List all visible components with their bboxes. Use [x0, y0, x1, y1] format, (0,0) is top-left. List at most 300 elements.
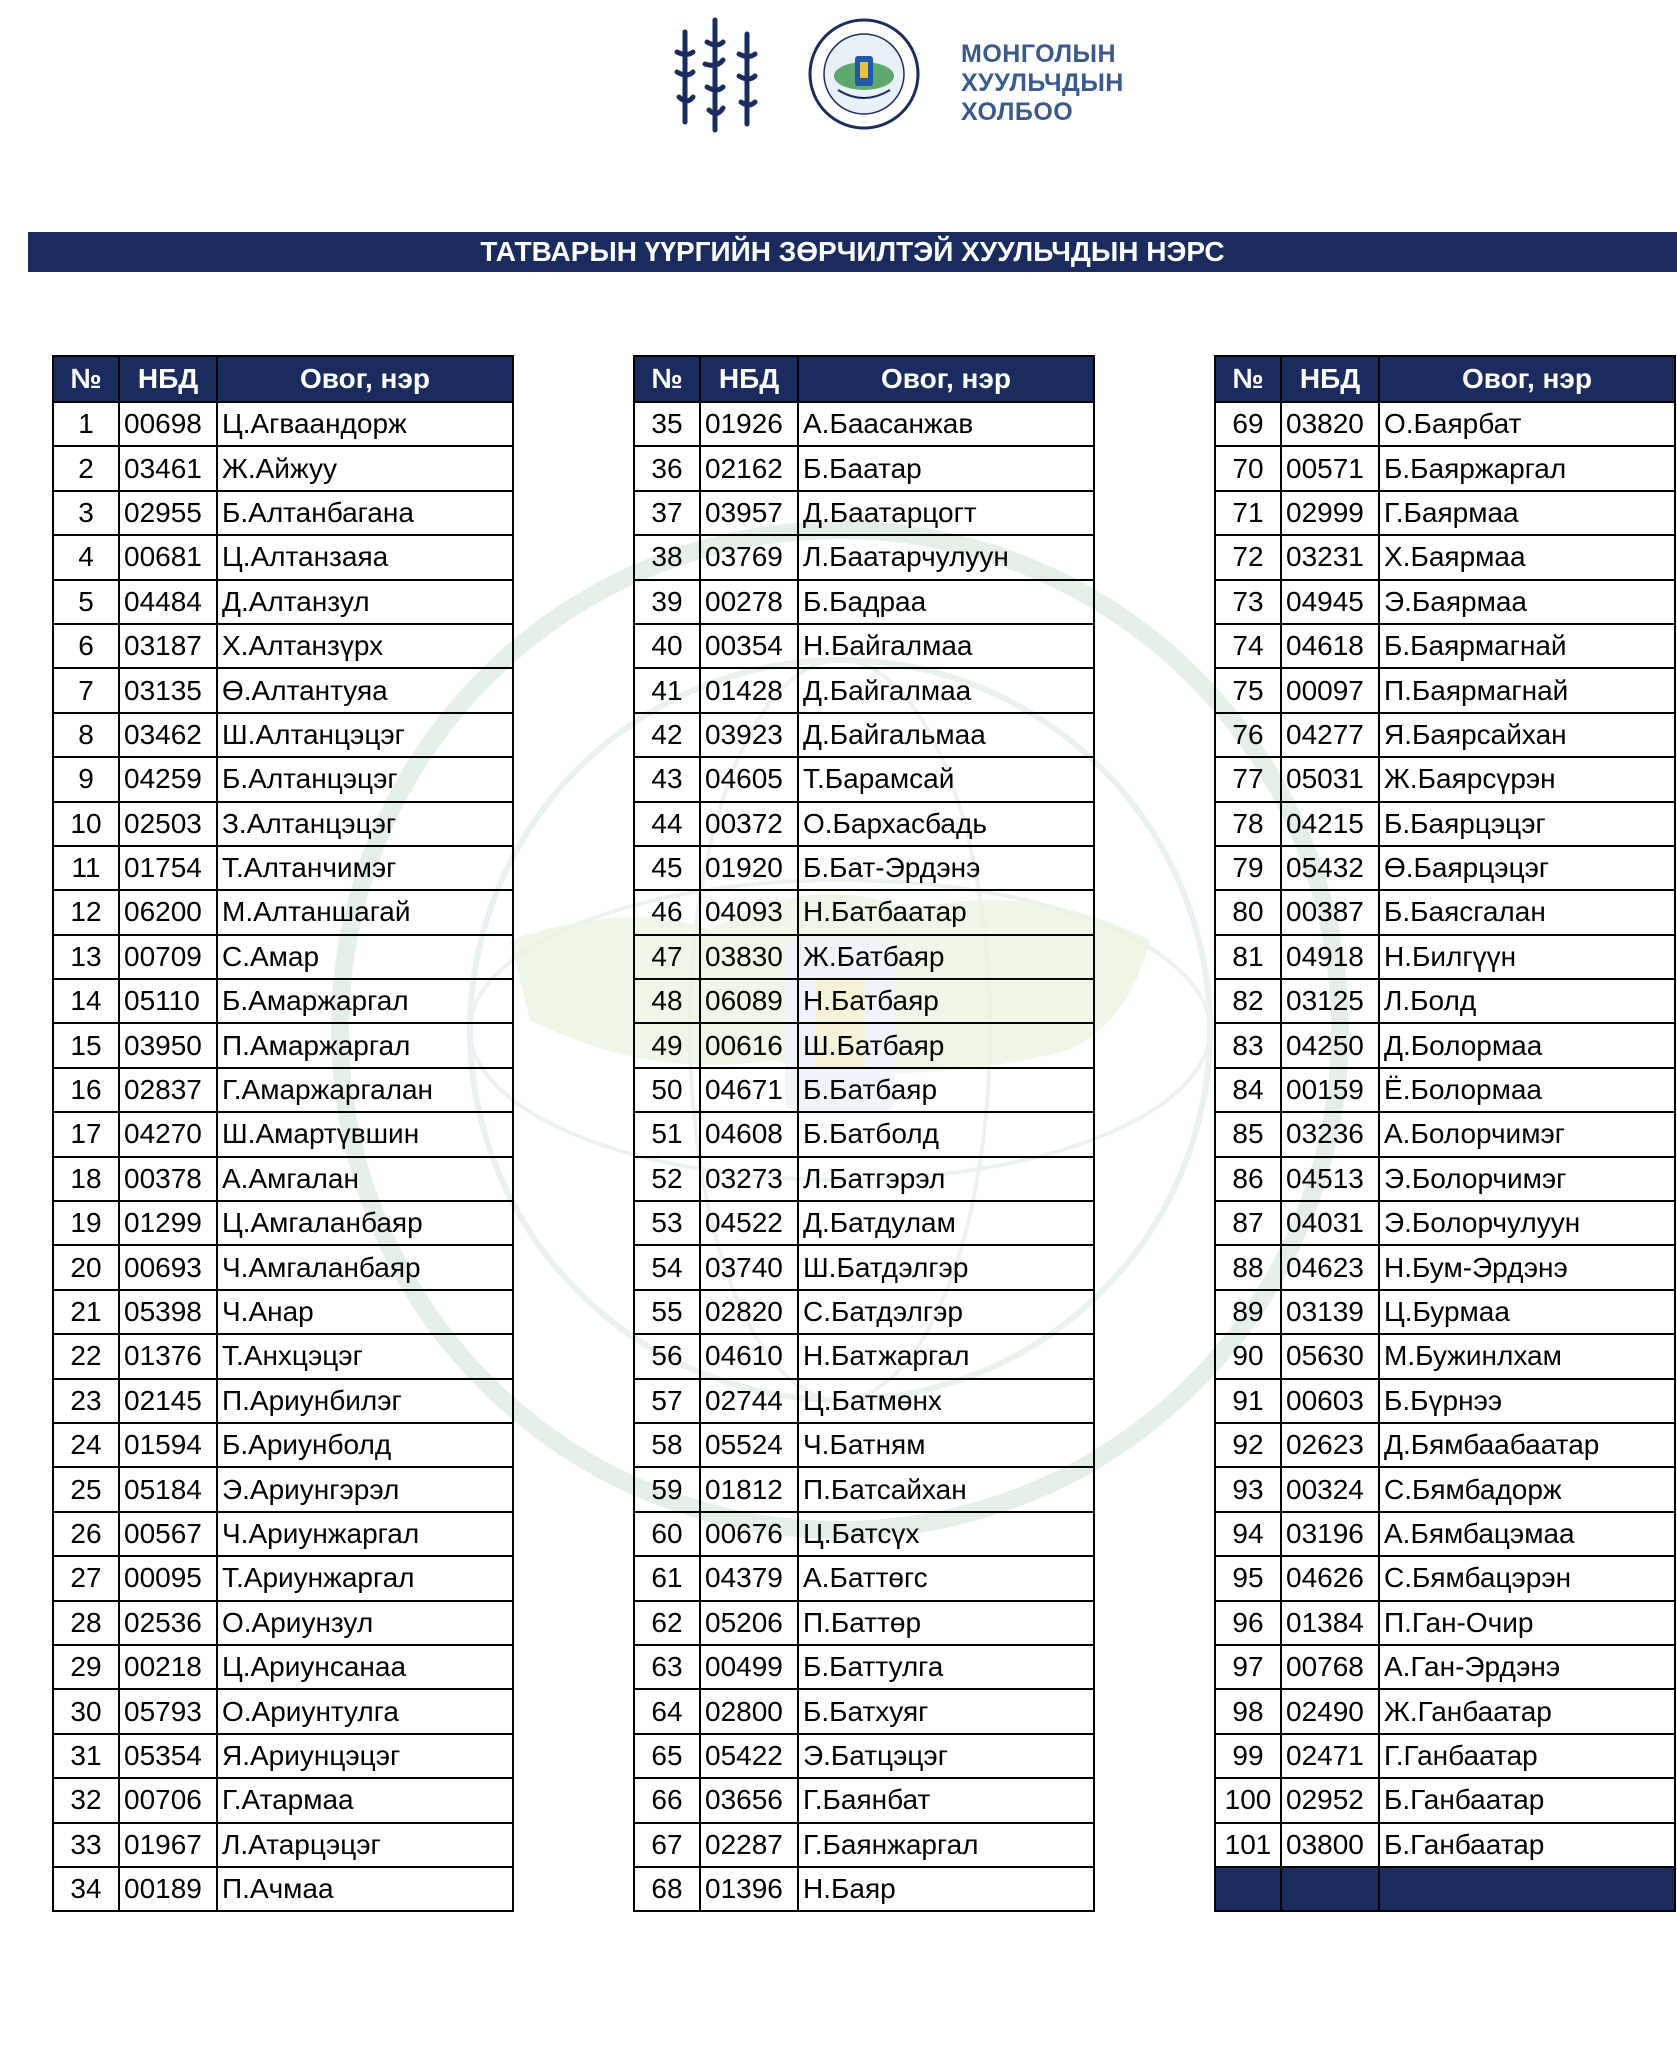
row-nbd: 03800 [1281, 1823, 1379, 1867]
table-row [53, 668, 513, 712]
row-name: П.Батсайхан [798, 1467, 1094, 1511]
row-nbd: 04250 [1281, 1023, 1379, 1067]
row-name: Ж.Баярсүрэн [1379, 757, 1675, 801]
row-name: А.Ган-Эрдэнэ [1379, 1645, 1675, 1689]
row-name: Г.Баярмаа [1379, 491, 1675, 535]
row-nbd: 00676 [700, 1512, 798, 1556]
row-name: А.Баттөгс [798, 1556, 1094, 1600]
row-name: М.Бужинлхам [1379, 1334, 1675, 1378]
row-nbd: 04484 [119, 580, 217, 624]
row-nbd: 03236 [1281, 1112, 1379, 1156]
row-nbd: 02287 [700, 1823, 798, 1867]
row-number: 13 [53, 935, 119, 979]
row-name: Б.Ганбаатар [1379, 1778, 1675, 1822]
row-nbd: 04513 [1281, 1157, 1379, 1201]
row-number: 39 [634, 580, 700, 624]
row-nbd: 03135 [119, 668, 217, 712]
row-nbd: 00768 [1281, 1645, 1379, 1689]
row-number: 72 [1215, 535, 1281, 579]
row-name: О.Ариунтулга [217, 1689, 513, 1733]
table-row [1215, 446, 1675, 490]
row-nbd: 05398 [119, 1290, 217, 1334]
table-row [53, 1645, 513, 1689]
row-nbd: 00097 [1281, 668, 1379, 712]
row-number: 76 [1215, 713, 1281, 757]
title-banner: ТАТВАРЫН ҮҮРГИЙН ЗӨРЧИЛТЭЙ ХУУЛЬЧДЫН НЭРС [28, 232, 1677, 272]
row-nbd: 04259 [119, 757, 217, 801]
row-number: 29 [53, 1645, 119, 1689]
row-name: А.Баасанжав [798, 402, 1094, 446]
table-row [1215, 1823, 1675, 1867]
row-number: 45 [634, 846, 700, 890]
row-number: 2 [53, 446, 119, 490]
row-name: Ж.Ганбаатар [1379, 1689, 1675, 1733]
row-nbd: 05110 [119, 979, 217, 1023]
row-nbd: 01920 [700, 846, 798, 890]
table-row [1215, 979, 1675, 1023]
row-number: 56 [634, 1334, 700, 1378]
table-row [1215, 1512, 1675, 1556]
table-row [1215, 1778, 1675, 1822]
table-row [53, 1379, 513, 1423]
row-nbd: 03740 [700, 1245, 798, 1289]
row-name: Б.Бат-Эрдэнэ [798, 846, 1094, 890]
table-row [1215, 1245, 1675, 1289]
row-number: 96 [1215, 1601, 1281, 1645]
row-name: Э.Баярмаа [1379, 580, 1675, 624]
row-name: Б.Амаржаргал [217, 979, 513, 1023]
row-name: Ч.Амгаланбаяр [217, 1245, 513, 1289]
column-header-number: № [1215, 356, 1281, 402]
row-nbd: 04215 [1281, 802, 1379, 846]
row-name: А.Амгалан [217, 1157, 513, 1201]
table-row [1215, 1290, 1675, 1334]
row-number: 22 [53, 1334, 119, 1378]
row-name: Л.Баатарчулуун [798, 535, 1094, 579]
row-nbd: 04093 [700, 890, 798, 934]
table-row [1215, 402, 1675, 446]
row-name: П.Ариунбилэг [217, 1379, 513, 1423]
row-nbd: 02744 [700, 1379, 798, 1423]
table-row [53, 1467, 513, 1511]
table-row [634, 1245, 1094, 1289]
row-name: Л.Болд [1379, 979, 1675, 1023]
row-number: 15 [53, 1023, 119, 1067]
row-name: Ц.Бурмаа [1379, 1290, 1675, 1334]
row-name: А.Бямбацэмаа [1379, 1512, 1675, 1556]
organization-name-line-1: МОНГОЛЫН [961, 40, 1117, 68]
table-row [53, 713, 513, 757]
table-row [53, 446, 513, 490]
table-row [53, 624, 513, 668]
row-nbd: 01926 [700, 402, 798, 446]
table-row [53, 580, 513, 624]
page-header [0, 0, 1677, 160]
row-number: 14 [53, 979, 119, 1023]
row-name: Б.Алтанбагана [217, 491, 513, 535]
row-nbd: 03820 [1281, 402, 1379, 446]
table-row [1215, 1423, 1675, 1467]
row-nbd: 02145 [119, 1379, 217, 1423]
table-row [1215, 713, 1675, 757]
row-nbd: 00189 [119, 1867, 217, 1911]
column-header-name: Овог, нэр [1379, 356, 1675, 402]
row-name: Г.Амаржаргалан [217, 1068, 513, 1112]
row-nbd: 03656 [700, 1778, 798, 1822]
row-name: Г.Атармаа [217, 1778, 513, 1822]
row-nbd: 00681 [119, 535, 217, 579]
table-row [53, 979, 513, 1023]
row-nbd: 05432 [1281, 846, 1379, 890]
row-number: 83 [1215, 1023, 1281, 1067]
row-nbd: 04945 [1281, 580, 1379, 624]
row-name: Ш.Амартүвшин [217, 1112, 513, 1156]
column-header-name: Овог, нэр [217, 356, 513, 402]
table-row [53, 1556, 513, 1600]
row-number: 7 [53, 668, 119, 712]
row-name: Ц.Алтанзаяа [217, 535, 513, 579]
table-row [634, 1157, 1094, 1201]
row-name: П.Баярмагнай [1379, 668, 1675, 712]
table-row [634, 1823, 1094, 1867]
table-row [1215, 1201, 1675, 1245]
row-number: 31 [53, 1734, 119, 1778]
row-number: 19 [53, 1201, 119, 1245]
row-number: 71 [1215, 491, 1281, 535]
row-name: Ц.Ариунсанаа [217, 1645, 513, 1689]
row-nbd: 03125 [1281, 979, 1379, 1023]
table-header-row [1215, 356, 1675, 402]
row-nbd: 02471 [1281, 1734, 1379, 1778]
row-number: 80 [1215, 890, 1281, 934]
table-row [53, 1778, 513, 1822]
footer-cell [1215, 1867, 1281, 1911]
row-number: 9 [53, 757, 119, 801]
row-number: 55 [634, 1290, 700, 1334]
row-number: 47 [634, 935, 700, 979]
bar-association-seal-icon [808, 18, 920, 130]
row-name: Ц.Батмөнх [798, 1379, 1094, 1423]
row-nbd: 04379 [700, 1556, 798, 1600]
table-row [53, 802, 513, 846]
table-row [634, 624, 1094, 668]
row-nbd: 02536 [119, 1601, 217, 1645]
row-number: 60 [634, 1512, 700, 1556]
row-name: Ц.Агваандорж [217, 402, 513, 446]
row-name: Д.Батдулам [798, 1201, 1094, 1245]
table-row [53, 757, 513, 801]
row-number: 42 [634, 713, 700, 757]
row-name: Ө.Баярцэцэг [1379, 846, 1675, 890]
row-name: Б.Баттулга [798, 1645, 1094, 1689]
row-name: Ц.Амгаланбаяр [217, 1201, 513, 1245]
table-row [1215, 1379, 1675, 1423]
column-header-name: Овог, нэр [798, 356, 1094, 402]
table-row [53, 1201, 513, 1245]
row-name: Н.Байгалмаа [798, 624, 1094, 668]
row-number: 44 [634, 802, 700, 846]
row-name: Э.Болорчулуун [1379, 1201, 1675, 1245]
row-name: Б.Бүрнээ [1379, 1379, 1675, 1423]
table-row [634, 1068, 1094, 1112]
table-row [1215, 535, 1675, 579]
table-row [634, 535, 1094, 579]
row-number: 6 [53, 624, 119, 668]
row-nbd: 01754 [119, 846, 217, 890]
row-number: 78 [1215, 802, 1281, 846]
table-row [53, 1423, 513, 1467]
row-name: Н.Батбаатар [798, 890, 1094, 934]
table-row [1215, 624, 1675, 668]
row-nbd: 00378 [119, 1157, 217, 1201]
row-name: П.Амаржаргал [217, 1023, 513, 1067]
row-name: П.Баттөр [798, 1601, 1094, 1645]
row-number: 20 [53, 1245, 119, 1289]
row-name: Л.Батгэрэл [798, 1157, 1094, 1201]
row-name: Ч.Ариунжаргал [217, 1512, 513, 1556]
row-nbd: 01967 [119, 1823, 217, 1867]
row-number: 18 [53, 1157, 119, 1201]
row-name: Я.Ариунцэцэг [217, 1734, 513, 1778]
table-row [1215, 1689, 1675, 1733]
row-nbd: 00571 [1281, 446, 1379, 490]
table-row [634, 1467, 1094, 1511]
row-nbd: 00095 [119, 1556, 217, 1600]
row-number: 75 [1215, 668, 1281, 712]
row-nbd: 01428 [700, 668, 798, 712]
row-nbd: 02955 [119, 491, 217, 535]
table-row [634, 1290, 1094, 1334]
row-name: Б.Баяржаргал [1379, 446, 1675, 490]
row-nbd: 05793 [119, 1689, 217, 1733]
table-row [634, 1867, 1094, 1911]
table-row [1215, 802, 1675, 846]
row-nbd: 00387 [1281, 890, 1379, 934]
table-row [634, 846, 1094, 890]
row-name: Э.Болорчимэг [1379, 1157, 1675, 1201]
row-nbd: 00278 [700, 580, 798, 624]
row-number: 23 [53, 1379, 119, 1423]
row-nbd: 06089 [700, 979, 798, 1023]
row-nbd: 00616 [700, 1023, 798, 1067]
table-row [1215, 890, 1675, 934]
row-nbd: 00499 [700, 1645, 798, 1689]
row-name: Н.Батжаргал [798, 1334, 1094, 1378]
row-number: 81 [1215, 935, 1281, 979]
table-row [634, 1778, 1094, 1822]
row-nbd: 01376 [119, 1334, 217, 1378]
row-number: 46 [634, 890, 700, 934]
row-number: 8 [53, 713, 119, 757]
row-number: 41 [634, 668, 700, 712]
row-nbd: 02999 [1281, 491, 1379, 535]
row-name: Б.Баярмагнай [1379, 624, 1675, 668]
lawyer-table-3 [1214, 355, 1676, 1912]
row-nbd: 02162 [700, 446, 798, 490]
table-row [634, 1201, 1094, 1245]
organization-name-line-2: ХУУЛЬЧДЫН [961, 69, 1124, 97]
row-nbd: 00218 [119, 1645, 217, 1689]
row-nbd: 04270 [119, 1112, 217, 1156]
lawyer-table-1 [52, 355, 514, 1912]
row-number: 5 [53, 580, 119, 624]
row-nbd: 05422 [700, 1734, 798, 1778]
row-nbd: 03187 [119, 624, 217, 668]
table-row [1215, 757, 1675, 801]
row-nbd: 03950 [119, 1023, 217, 1067]
row-number: 58 [634, 1423, 700, 1467]
table-row [1215, 1645, 1675, 1689]
row-number: 52 [634, 1157, 700, 1201]
table-row [53, 535, 513, 579]
row-number: 88 [1215, 1245, 1281, 1289]
row-name: П.Ган-Очир [1379, 1601, 1675, 1645]
row-number: 30 [53, 1689, 119, 1733]
row-nbd: 03462 [119, 713, 217, 757]
table-row [53, 890, 513, 934]
row-nbd: 04031 [1281, 1201, 1379, 1245]
row-name: Т.Ариунжаргал [217, 1556, 513, 1600]
row-name: О.Ариунзул [217, 1601, 513, 1645]
row-nbd: 02820 [700, 1290, 798, 1334]
table-row [53, 1689, 513, 1733]
row-name: Б.Бадраа [798, 580, 1094, 624]
row-number: 37 [634, 491, 700, 535]
row-number: 62 [634, 1601, 700, 1645]
row-nbd: 04623 [1281, 1245, 1379, 1289]
row-nbd: 01812 [700, 1467, 798, 1511]
row-name: Г.Баянжаргал [798, 1823, 1094, 1867]
row-nbd: 02623 [1281, 1423, 1379, 1467]
row-name: Б.Баярцэцэг [1379, 802, 1675, 846]
row-name: Г.Ганбаатар [1379, 1734, 1675, 1778]
table-row [53, 402, 513, 446]
row-number: 48 [634, 979, 700, 1023]
row-nbd: 02800 [700, 1689, 798, 1733]
row-number: 16 [53, 1068, 119, 1112]
row-number: 98 [1215, 1689, 1281, 1733]
table-row [634, 935, 1094, 979]
row-number: 93 [1215, 1467, 1281, 1511]
row-name: Ц.Батсүх [798, 1512, 1094, 1556]
row-nbd: 01299 [119, 1201, 217, 1245]
row-nbd: 00372 [700, 802, 798, 846]
row-name: Б.Батбаяр [798, 1068, 1094, 1112]
row-nbd: 00709 [119, 935, 217, 979]
row-nbd: 04918 [1281, 935, 1379, 979]
row-name: О.Баярбат [1379, 402, 1675, 446]
row-nbd: 04277 [1281, 713, 1379, 757]
table-row [634, 1689, 1094, 1733]
table-row [634, 1112, 1094, 1156]
column-header-nbd: НБД [119, 356, 217, 402]
row-name: Ж.Батбаяр [798, 935, 1094, 979]
row-name: Ч.Батням [798, 1423, 1094, 1467]
table-row [53, 1245, 513, 1289]
row-name: С.Бямбадорж [1379, 1467, 1675, 1511]
footer-cell [1379, 1867, 1675, 1911]
row-name: Ш.Батдэлгэр [798, 1245, 1094, 1289]
row-name: Б.Батхуяг [798, 1689, 1094, 1733]
table-row [634, 890, 1094, 934]
row-number: 57 [634, 1379, 700, 1423]
row-name: Л.Атарцэцэг [217, 1823, 513, 1867]
table-row [1215, 1112, 1675, 1156]
row-name: Б.Баатар [798, 446, 1094, 490]
lawyer-table-2 [633, 355, 1095, 1912]
row-number: 87 [1215, 1201, 1281, 1245]
row-nbd: 00693 [119, 1245, 217, 1289]
table-row [1215, 1467, 1675, 1511]
row-number: 17 [53, 1112, 119, 1156]
row-nbd: 03830 [700, 935, 798, 979]
row-number: 34 [53, 1867, 119, 1911]
table-row [634, 1023, 1094, 1067]
row-nbd: 03196 [1281, 1512, 1379, 1556]
table-row [634, 446, 1094, 490]
row-nbd: 01384 [1281, 1601, 1379, 1645]
row-nbd: 05524 [700, 1423, 798, 1467]
table-row [634, 979, 1094, 1023]
row-name: Н.Бум-Эрдэнэ [1379, 1245, 1675, 1289]
row-number: 24 [53, 1423, 119, 1467]
table-row [634, 491, 1094, 535]
row-nbd: 02503 [119, 802, 217, 846]
row-nbd: 00603 [1281, 1379, 1379, 1423]
table-row [53, 1601, 513, 1645]
row-name: М.Алтаншагай [217, 890, 513, 934]
column-header-nbd: НБД [700, 356, 798, 402]
row-number: 4 [53, 535, 119, 579]
table-row [53, 1023, 513, 1067]
row-number: 12 [53, 890, 119, 934]
organization-name [961, 40, 1124, 127]
table-row [53, 491, 513, 535]
row-number: 66 [634, 1778, 700, 1822]
row-number: 69 [1215, 402, 1281, 446]
row-nbd: 05206 [700, 1601, 798, 1645]
table-row [1215, 1068, 1675, 1112]
row-nbd: 00159 [1281, 1068, 1379, 1112]
table-row [1215, 935, 1675, 979]
row-number: 99 [1215, 1734, 1281, 1778]
row-name: Ч.Анар [217, 1290, 513, 1334]
row-number: 86 [1215, 1157, 1281, 1201]
row-nbd: 04605 [700, 757, 798, 801]
table-row [634, 668, 1094, 712]
table-row [634, 1423, 1094, 1467]
table-row [53, 1068, 513, 1112]
row-name: Д.Бямбаабаатар [1379, 1423, 1675, 1467]
row-number: 92 [1215, 1423, 1281, 1467]
column-header-nbd: НБД [1281, 356, 1379, 402]
row-name: Ё.Болормаа [1379, 1068, 1675, 1112]
row-name: Б.Батболд [798, 1112, 1094, 1156]
row-number: 90 [1215, 1334, 1281, 1378]
organization-name-line-3: ХОЛБОО [961, 98, 1074, 126]
row-number: 65 [634, 1734, 700, 1778]
row-number: 10 [53, 802, 119, 846]
row-nbd: 00354 [700, 624, 798, 668]
row-name: С.Амар [217, 935, 513, 979]
table-row [634, 1734, 1094, 1778]
row-nbd: 03273 [700, 1157, 798, 1201]
row-name: О.Бархасбадь [798, 802, 1094, 846]
row-number: 101 [1215, 1823, 1281, 1867]
row-number: 73 [1215, 580, 1281, 624]
row-number: 26 [53, 1512, 119, 1556]
table-row [53, 1112, 513, 1156]
